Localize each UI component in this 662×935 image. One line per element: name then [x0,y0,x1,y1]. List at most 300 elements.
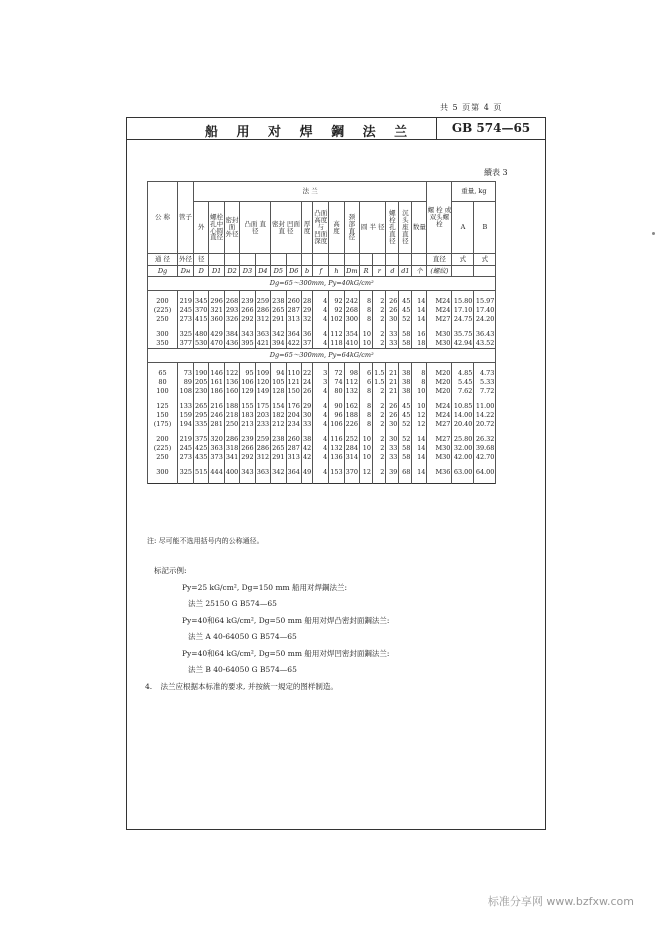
header-nominal: 公 称 [148,182,178,254]
table-cell: 200 [148,297,178,306]
table-cell: 268 [345,306,359,315]
table-cell: 24.75 [453,315,473,324]
table-cell: 16 [412,330,427,339]
table-cell: 42.00 [453,453,473,462]
table-cell: 33 [386,339,399,349]
sym-b: b [301,266,312,277]
table-cell: 5.45 [452,378,474,387]
header-outer-dia: 外径 [178,254,194,266]
sym-thread: (螺紋) [427,266,452,277]
table-cell: 8 [360,387,373,396]
table-cell: 2 [373,468,386,477]
table-cell: 265 [272,444,285,453]
table-cell: 8 [360,411,373,420]
table-cell: 284 [345,444,359,453]
table-cell: 42.70 [475,453,495,462]
table-cell: 38 [399,387,412,396]
table-cell: 33 [386,453,399,462]
table-cell: 242 [345,297,359,306]
table-cell: 6 [360,369,373,378]
title-bar [127,118,545,140]
table-cell: 422 [287,339,300,348]
table-cell: 2 [373,402,386,411]
table-cell: 245 [178,306,194,315]
table-cell: 14.22 [475,411,495,420]
table-cell: 205 [195,378,208,387]
table-cell: 4 [313,411,329,420]
table-cell: 26 [302,387,312,396]
table-cell: M20 [427,387,452,396]
table-cell: 335 [195,420,208,429]
table-cell: 21 [386,378,399,387]
table-cell: 150 [148,411,178,420]
marking-examples [145,563,390,695]
table-cell: (225) [148,444,178,453]
header-fillet: 圆 半 径 [360,202,386,254]
table-cell: 312 [256,453,270,462]
table-cell: 318 [225,444,239,453]
table-cell: 118 [330,339,343,348]
table-cell: 4 [313,420,329,429]
table-cell: 219 [178,435,194,444]
table-cell: 515 [195,468,208,477]
table-cell: 29 [302,402,312,411]
table-cell: 121 [287,378,300,387]
table-cell: 266 [241,306,254,315]
table-cell: 7.62 [452,387,474,396]
table-cell: 10 [360,444,373,453]
table-cell: 183 [241,411,254,420]
header-style-a: 式 [452,254,474,266]
header-pipe: 管子 [178,182,194,254]
table-cell: 30 [386,420,399,429]
table-row [148,297,496,306]
example-line: Py=40和64 kG/cm², Dg=50 mm 船用对焊凸密封面鋼法兰: [182,615,390,625]
table-cell: 429 [210,330,223,339]
table-cell: 3 [313,369,329,378]
table-cell: (225) [148,306,178,315]
table-cell: 325 [178,330,194,339]
table-cell: 24.20 [475,315,495,324]
footnote: 注: 尽可能不选用括号内的公称通径。 [147,537,264,545]
table-cell: 273 [178,315,194,324]
sym-d2: D2 [224,266,239,277]
table-cell: 63.00 [453,468,473,477]
clause-number: 4. [145,681,153,691]
table-cell: 292 [241,453,254,462]
table-cell: 1.5 [374,369,385,378]
clause-text: 法兰应根据本标准的要求, 并按統一規定的图样制造。 [160,681,338,691]
table-row [148,315,496,324]
table-cell: 109 [256,369,270,378]
table-cell: 313 [287,453,300,462]
table-cell: 2 [373,435,386,444]
table-cell: 4 [313,402,329,411]
table-cell: 4.73 [474,369,496,378]
table-cell: 360 [210,315,223,324]
table-row [148,369,496,378]
table-cell: 234 [287,420,300,429]
table-cell: 90 [329,402,344,411]
table-cell: 4 [313,330,329,339]
table-cell: 2 [373,411,386,420]
table-cell: 38 [302,435,312,444]
table-cell: M36 [427,468,452,477]
table-row [148,420,496,429]
table-cell: 26 [386,306,399,315]
table-cell: 14 [412,306,427,315]
table-cell: 12 [412,420,427,429]
document-title: 船 用 对 焊 鋼 法 兰 [205,125,415,140]
sym-h: h [329,266,344,277]
table-row [148,402,496,411]
table-cell: 370 [345,468,359,477]
table-cell: 52 [399,315,412,324]
example-line: 法兰 A 40-64050 G B574—65 [188,632,297,641]
header-bolt-hole: 螺栓 孔 直径 [386,202,399,254]
header-bolt-pcd: 螺栓 孔中 心圆 直径 [209,202,224,254]
table-cell: M30 [427,339,452,349]
table-cell: 4 [313,315,329,324]
scan-speck [652,232,655,235]
table-cell: 49 [302,468,312,477]
example-line: Py=40和64 kG/cm², Dg=50 mm 船用对焊凹密封面鋼法兰: [182,648,390,658]
table-cell: 5.33 [474,378,496,387]
table-cell: 92 [329,306,344,315]
table-cell: M27 [427,435,452,444]
table-cell: 421 [256,339,270,348]
table-cell: 43.52 [475,339,495,348]
table-cell: 30 [386,315,399,324]
table-cell: 266 [241,444,254,453]
table-cell: 4 [313,435,329,444]
table-cell: 25.80 [453,435,473,444]
table-cell: 20.40 [453,420,473,429]
table-cell: M27 [427,420,452,429]
table-cell: 230 [195,387,208,396]
table-cell: 24 [302,378,312,387]
table-cell: 342 [272,330,285,339]
table-cell: 105 [272,378,285,387]
table-row [148,411,496,420]
table-cell: 204 [287,411,300,420]
table-cell: 252 [345,435,359,444]
table-cell: 312 [256,315,270,324]
table-cell: 154 [272,402,285,411]
header-outer: 外 [194,202,209,254]
row-gap [148,477,496,484]
table-cell: 108 [178,387,194,396]
table-row [148,387,496,396]
table-cell: 80 [329,387,344,396]
table-cell: 354 [345,330,359,339]
table-cell: 373 [210,453,223,462]
table-cell: 11.00 [475,402,495,411]
table-cell: 112 [330,330,343,339]
table-cell: 14.00 [453,411,473,420]
header-thickness: 厚 度 [301,202,312,254]
table-cell: 10 [360,330,373,339]
sym-dg: Dg [148,266,178,277]
table-cell: 200 [148,435,178,444]
table-cell: 300 [345,315,359,324]
table-cell: 363 [256,330,270,339]
table-row [148,453,496,462]
table-cell: 122 [225,369,239,378]
table-cell: 300 [148,330,178,339]
table-cell: 35.75 [453,330,473,339]
table-cell: 377 [178,339,194,349]
table-cell: 400 [225,468,239,477]
table-cell: M20 [427,378,452,387]
table-cell: 37 [302,339,312,348]
table-cell: 3 [313,378,329,387]
watermark: 标准分享网 www.bzfxw.com [487,895,634,908]
table-cell: 58 [399,453,412,462]
table-body [148,277,496,484]
table-label: 續表 3 [484,168,508,177]
table-cell: 286 [256,444,270,453]
table-cell: 238 [272,435,285,444]
table-cell: 159 [178,411,194,420]
table-row [148,435,496,444]
table-cell: 100 [148,387,178,396]
table-cell: 444 [210,468,223,477]
header-bolt-dia: 直径 [427,254,452,266]
header-seal-face: 密封 凹面 直 径 [271,202,302,254]
header-bolt-spec: 螺 栓 或 双头螺栓 [427,182,452,254]
table-cell: 15.80 [453,297,473,306]
table-cell: M30 [427,444,452,453]
table-cell: 260 [287,435,300,444]
table-cell: 292 [241,315,254,324]
table-cell: 10 [412,387,427,396]
table-cell: 68 [399,468,412,477]
table-header [148,182,496,277]
document-frame [126,117,546,830]
table-cell: 22 [302,369,312,378]
table-cell: 395 [241,339,254,348]
table-cell: 233 [256,420,270,429]
table-cell: 287 [287,444,300,453]
table-cell: 80 [148,378,178,387]
table-cell: 293 [225,306,239,315]
table-cell: 74 [329,378,344,387]
table-cell: 218 [225,411,239,420]
table-row [148,330,496,339]
table-cell: 370 [195,306,208,315]
table-cell: 4 [313,306,329,315]
table-cell: 425 [195,444,208,453]
sym-r: R [360,266,373,277]
table-cell: 296 [210,297,223,306]
table-cell: 96 [329,411,344,420]
table-cell: 364 [287,468,300,477]
table-cell: 291 [272,453,285,462]
table-cell: 162 [345,402,359,411]
table-cell: 286 [256,306,270,315]
table-cell: 342 [272,468,285,477]
table-cell: 4 [313,468,329,477]
table-cell: 2 [373,339,386,349]
header-style-b: 式 [474,254,496,266]
table-cell: 176 [287,402,300,411]
table-cell: 313 [287,315,300,324]
table-cell: 268 [225,297,239,306]
sym-f: f [313,266,329,277]
table-cell: 94 [271,369,286,378]
table-cell: 188 [225,402,239,411]
table-cell: 155 [241,402,254,411]
table-cell: 375 [195,435,208,444]
table-cell: 128 [272,387,285,396]
table-cell: 32.00 [453,444,473,453]
table-cell: 36.43 [475,330,495,339]
table-cell: 216 [210,402,223,411]
table-cell: 161 [210,378,223,387]
table-cell: 12 [412,411,427,420]
flange-table [147,181,496,484]
table-row [148,306,496,315]
table-cell: 435 [195,453,208,462]
table-cell: 8 [360,315,373,324]
table-cell: 415 [195,315,208,324]
table-cell: 160 [225,387,239,396]
table-cell: 295 [195,411,208,420]
sym-d4: D4 [255,266,270,277]
table-cell: 250 [225,420,239,429]
table-cell: 45 [399,402,412,411]
table-cell: 146 [210,369,223,378]
table-cell: 136 [225,378,239,387]
table-cell: 45 [399,411,412,420]
table-cell: 314 [345,453,359,462]
table-cell: 2 [373,444,386,453]
table-cell: 320 [210,435,223,444]
table-cell: M24 [427,306,452,315]
table-cell: 58 [399,444,412,453]
example-line: 法兰 25150 G B574—65 [188,599,277,608]
sym-d1: D1 [209,266,224,277]
header-flange: 法 兰 [194,182,427,202]
table-cell: 345 [195,297,208,306]
table-cell: 341 [225,453,239,462]
table-row [148,468,496,477]
table-cell: 384 [225,330,239,339]
sym-dd: d [386,266,399,277]
table-cell: 45 [399,297,412,306]
table-cell: 8 [360,306,373,315]
table-cell: 26.32 [475,435,495,444]
header-outer-2: 径 [194,254,209,266]
table-cell: 2 [373,330,386,339]
table-cell: 4.85 [452,369,474,378]
table-cell: 52 [399,435,412,444]
table-cell: 132 [330,444,343,453]
table-cell: 325 [178,468,194,477]
table-cell: 10 [360,435,373,444]
table-cell: 265 [272,306,285,315]
table-cell: 239 [241,435,254,444]
table-cell: 102 [330,315,343,324]
table-cell: 4 [313,339,329,349]
table-cell: 10 [360,339,373,349]
table-cell: 287 [287,306,300,315]
table-row [148,378,496,387]
table-cell: 98 [344,369,359,378]
table-cell: 363 [210,444,223,453]
table-cell: 2 [373,420,386,429]
sym-d: D [194,266,209,277]
header-weight: 重量, kg [452,182,496,202]
table-cell: 281 [210,420,223,429]
table-cell: 39.68 [475,444,495,453]
table-cell: 65 [148,369,178,378]
table-cell: 2 [373,453,386,462]
table-cell: 4 [313,453,329,462]
table-cell: 38 [399,378,412,387]
sym-d3: D3 [240,266,255,277]
table-cell: 30 [386,435,399,444]
sym-dm: Dm [344,266,359,277]
table-cell: 250 [148,453,178,462]
table-row [148,444,496,453]
table-cell: 26 [386,411,399,420]
table-cell: 73 [178,369,194,378]
table-cell: 480 [195,330,208,339]
table-cell: 106 [330,420,343,429]
table-cell: 125 [148,402,178,411]
table-cell: 42.94 [453,339,473,348]
table-cell: 363 [256,468,270,477]
table-cell: 14 [412,315,427,324]
sym-dn: Dн [178,266,194,277]
header-seal-od: 密封 面 外径 [224,202,239,254]
table-cell: 2 [373,387,386,396]
table-cell: 239 [241,297,254,306]
sym-d5: D5 [271,266,286,277]
table-cell: (175) [148,420,178,429]
table-cell: 203 [256,411,270,420]
table-cell: 14 [412,453,427,462]
table-cell: 343 [241,468,254,477]
sym-r2: r [373,266,386,277]
table-cell: 8 [412,378,427,387]
header-weight-a: A [452,202,474,254]
table-cell: 72 [329,369,344,378]
table-cell: M24 [427,402,452,411]
table-cell: 150 [287,387,300,396]
table-cell: 6 [360,378,373,387]
table-cell: 12 [360,468,373,477]
table-cell: M24 [427,411,452,420]
table-cell: 321 [210,306,223,315]
table-cell: 26 [386,297,399,306]
table-cell: 245 [178,444,194,453]
sym-d6: D6 [286,266,301,277]
table-cell: 343 [241,330,254,339]
table-cell: 8 [360,297,373,306]
table-cell: 246 [210,411,223,420]
table-cell: 64.00 [475,468,495,477]
header-nominal-2: 通 径 [148,254,178,266]
table-cell: 238 [272,297,285,306]
table-cell: 149 [256,387,270,396]
page-number: 共 5 页第 4 页 [440,103,503,112]
table-cell: 4 [313,297,329,306]
table-cell: 7.72 [474,387,496,396]
standard-code: GB 574—65 [436,118,545,139]
